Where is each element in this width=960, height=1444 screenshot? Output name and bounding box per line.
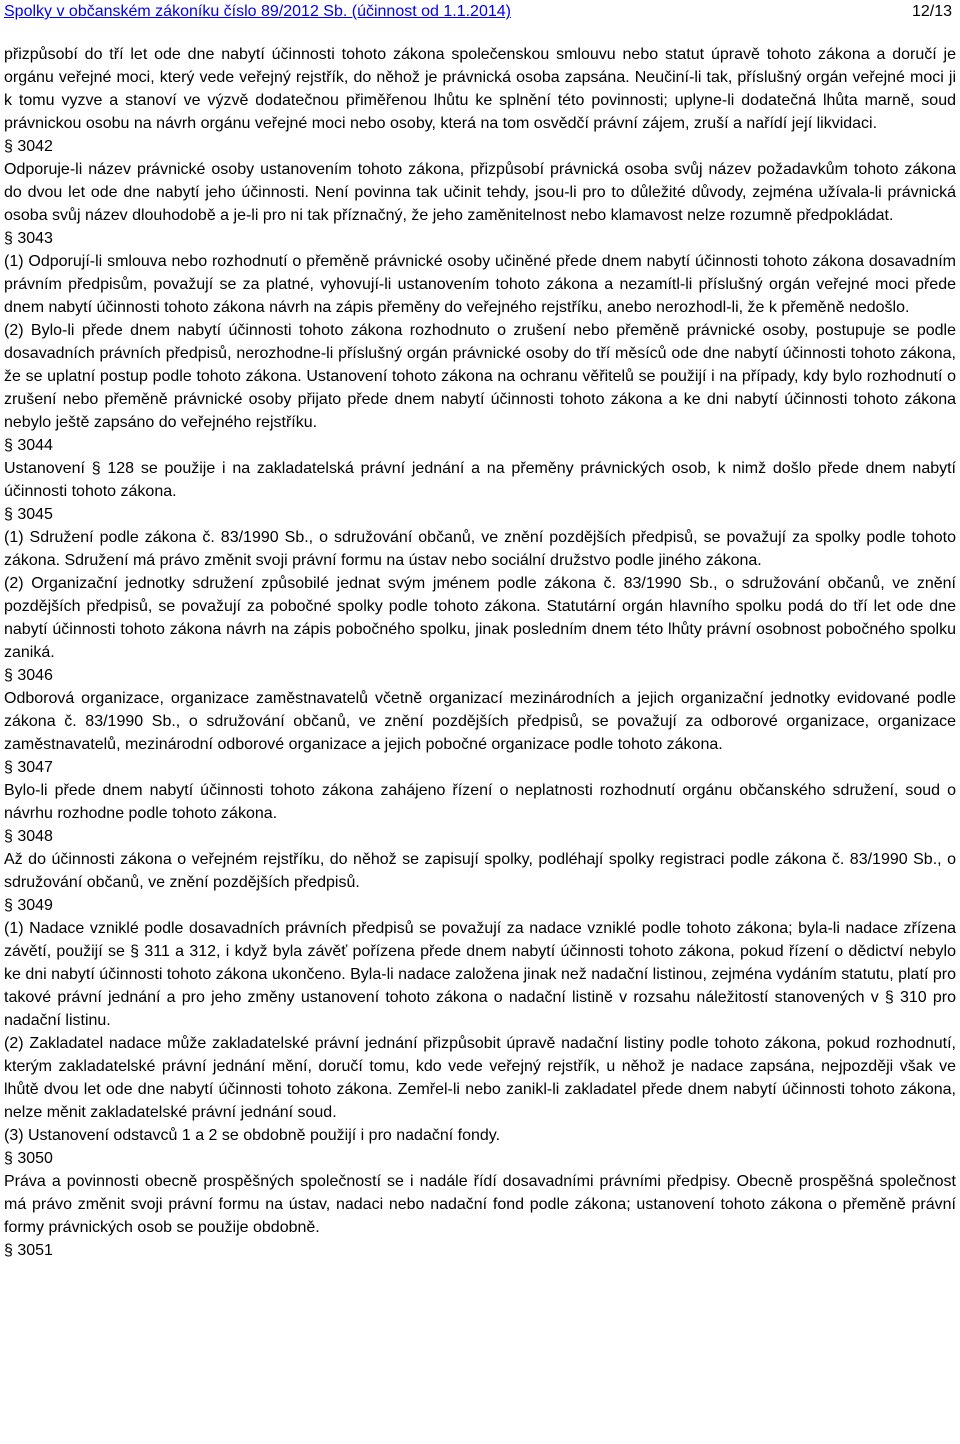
section-number: § 3043 (4, 230, 53, 247)
page-number: 12/13 (911, 3, 952, 20)
section-number: § 3044 (4, 437, 53, 454)
paragraph: Odporuje-li název právnické osoby ustanovením tohoto zákona, přizpůsobí právnická osoba svůj název požadavkům tohoto zákona do dvou let ode dne nabytí jeho účinnosti. Není povinna tak učinit tehdy, jsou-li pro to důležité důvody, zejména užívala-li právnická osoba svůj název dlouhodobě a je-li pro ni tak příznačný, že jeho zaměnitelnost nebo klamavost nelze rozumně předpokládat. (4, 161, 956, 224)
paragraph: Ustanovení § 128 se použije i na zakladatelská právní jednání a na přeměny právnických osob, k nimž došlo přede dnem nabytí účinnosti tohoto zákona. (4, 460, 956, 500)
section-number: § 3050 (4, 1150, 53, 1167)
section-number: § 3048 (4, 828, 53, 845)
document-body (4, 43, 956, 1262)
paragraph: přizpůsobí do tří let ode dne nabytí účinnosti tohoto zákona společenskou smlouvu nebo statut úpravě tohoto zákona a doručí je orgánu veřejné moci, který vede veřejný rejstřík, do něhož je právnická osoba zapsána. Neučiní-li tak, příslušný orgán veřejné moci ji k tomu vyzve a stanoví ve výzvě dodatečnou přiměřenou lhůtu ke splnění této povinnosti; uplyne-li dodatečná lhůta marně, soud právnickou osobu na návrh orgánu veřejné moci nebo osoby, která na tom osvědčí právní zájem, zruší a nařídí její likvidaci. (4, 46, 956, 132)
paragraph: Až do účinnosti zákona o veřejném rejstříku, do něhož se zapisují spolky, podléhají spolky registraci podle zákona č. 83/1990 Sb., o sdružování občanů, ve znění pozdějších předpisů. (4, 851, 956, 891)
page-header (4, 0, 956, 24)
paragraph: Práva a povinnosti obecně prospěšných společností se i nadále řídí dosavadními právními předpisy. Obecně prospěšná společnost má právo změnit svoji právní formu na ústav, nadaci nebo nadační fond podle zákona; ustanovení tohoto zákona o přeměně právní formy právnických osob se použije obdobně. (4, 1173, 956, 1236)
paragraph: (1) Sdružení podle zákona č. 83/1990 Sb., o sdružování občanů, ve znění pozdějších předpisů, se považují za spolky podle tohoto zákona. Sdružení má právo změnit svoji právní formu na ústav nebo sociální družstvo podle jiného zákona. (4, 529, 956, 569)
section-number: § 3045 (4, 506, 53, 523)
paragraph: (3) Ustanovení odstavců 1 a 2 se obdobně použijí i pro nadační fondy. (4, 1127, 501, 1144)
section-number: § 3046 (4, 667, 53, 684)
paragraph: Odborová organizace, organizace zaměstnavatelů včetně organizací mezinárodních a jejich organizační jednotky evidované podle zákona č. 83/1990 Sb., o sdružování občanů, ve znění pozdějších předpisů, se považují za odborové organizace, organizace zaměstnavatelů, mezinárodní odborové organizace a jejich pobočné organizace podle tohoto zákona. (4, 690, 956, 753)
section-number: § 3049 (4, 897, 53, 914)
paragraph: Bylo-li přede dnem nabytí účinnosti tohoto zákona zahájeno řízení o neplatnosti rozhodnutí orgánu občanského sdružení, soud o návrhu rozhodne podle tohoto zákona. (4, 782, 956, 822)
paragraph: (2) Zakladatel nadace může zakladatelské právní jednání přizpůsobit úpravě nadační listiny podle tohoto zákona, pokud rozhodnutí, kterým zakladatelské právní jednání mění, doručí tomu, kdo vede veřejný rejstřík, u něhož je nadace zapsána, nejpozději však ve lhůtě dvou let ode dne nabytí účinnosti tohoto zákona. Zemřel-li nebo zanikl-li zakladatel přede dnem nabytí účinnosti tohoto zákona, nelze měnit zakladatelské právní jednání soud. (4, 1035, 956, 1121)
paragraph: (1) Nadace vzniklé podle dosavadních právních předpisů se považují za nadace vzniklé podle tohoto zákona; byla-li nadace zřízena závětí, použijí se § 311 a 312, i když byla závěť pořízena přede dnem nabytí účinnosti tohoto zákona, pokud řízení o dědictví nebylo ke dni nabytí účinnosti tohoto zákona ukončeno. Byla-li nadace založena jinak než nadační listinou, zejména vydáním statutu, platí pro takové právní jednání a pro jeho změny ustanovení tohoto zákona o nadační listině v rozsahu náležitostí stanovených v § 310 pro nadační listinu. (4, 920, 956, 1029)
section-number: § 3051 (4, 1242, 53, 1259)
paragraph: (2) Organizační jednotky sdružení způsobilé jednat svým jménem podle zákona č. 83/1990 Sb., o sdružování občanů, ve znění pozdějších předpisů, se považují za pobočné spolky podle tohoto zákona. Statutární orgán hlavního spolku podá do tří let ode dne nabytí účinnosti tohoto zákona návrh na zápis pobočného spolku, jinak posledním dnem této lhůty právní osobnost pobočného spolku zaniká. (4, 575, 956, 661)
section-number: § 3042 (4, 138, 53, 155)
paragraph: (2) Bylo-li přede dnem nabytí účinnosti tohoto zákona rozhodnuto o zrušení nebo přeměně právnické osoby, postupuje se podle dosavadních právních předpisů, nerozhodne-li příslušný orgán právnické osoby do tří měsíců ode dne nabytí účinnosti tohoto zákona, že se uplatní postup podle tohoto zákona. Ustanovení tohoto zákona na ochranu věřitelů se použijí i na případy, kdy bylo rozhodnutí o zrušení nebo přeměně právnické osoby přijato přede dnem nabytí účinnosti tohoto zákona a ke dni nabytí účinnosti tohoto zákona nebylo ještě zapsáno do veřejného rejstříku. (4, 322, 956, 431)
section-number: § 3047 (4, 759, 53, 776)
paragraph: (1) Odporují-li smlouva nebo rozhodnutí o přeměně právnické osoby učiněné přede dnem nabytí účinnosti tohoto zákona dosavadním právním předpisům, považují se za platné, vyhovují-li ustanovením tohoto zákona a nezamítl-li příslušný orgán veřejné moci přede dnem nabytí účinnosti tohoto zákona návrh na zápis přeměny do veřejného rejstříku, anebo nerozhodl-li, že k přeměně nedošlo. (4, 253, 956, 316)
document-title-link[interactable]: Spolky v občanském zákoníku číslo 89/2012 Sb. (účinnost od 1.1.2014) (4, 3, 511, 20)
